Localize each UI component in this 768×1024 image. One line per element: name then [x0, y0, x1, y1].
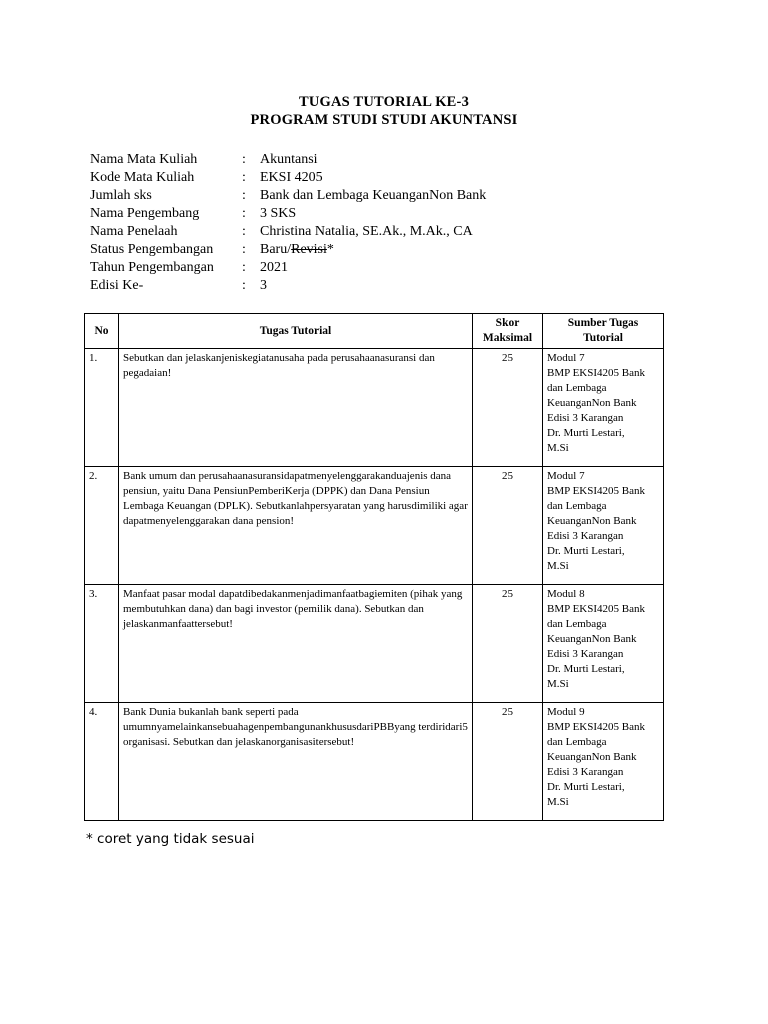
course-info [90, 151, 486, 295]
source-line: Edisi 3 Karangan [547, 412, 624, 424]
header-source [543, 314, 664, 349]
info-label: Jumlah sks [90, 188, 152, 203]
cell-source [543, 349, 664, 467]
source-line: BMP EKSI4205 Bank [547, 721, 645, 733]
source-line: Edisi 3 Karangan [547, 648, 624, 660]
info-row [90, 151, 486, 169]
source-line: Modul 8 [547, 588, 585, 600]
info-value: 3 SKS [260, 206, 297, 221]
source-line: KeuanganNon Bank [547, 633, 637, 645]
info-colon: : [242, 170, 246, 185]
header-source-line1: Sumber Tugas [567, 317, 639, 329]
cell-score: 25 [473, 467, 543, 585]
source-line: Dr. Murti Lestari, [547, 663, 625, 675]
source-line: dan Lembaga [547, 500, 607, 512]
cell-task: Bank Dunia bukanlah bank seperti pada umumnyamelainkansebuahagenpembangunankhususdariPBByang terdiridari5 organisasi. Sebutkan dan jelaskanorganisasitersebut! [119, 703, 473, 821]
source-line: M.Si [547, 560, 569, 572]
table-header-row [85, 314, 664, 349]
info-label: Nama Penelaah [90, 224, 178, 239]
cell-task: Bank umum dan perusahaanasuransidapatmenyelenggarakanduajenis dana pensiun, yaitu Dana PensiunPemberiKerja (DPPK) dan Dana Pensiun Lembaga Keuangan (DPLK). Sebutkanlahpersyaratan yang harusdimiliki agar dapatmenyelenggarakan dana pension! [119, 467, 473, 585]
info-colon: : [242, 152, 246, 167]
info-value-status [260, 241, 334, 259]
table-row [85, 703, 664, 821]
info-colon: : [242, 206, 246, 221]
source-line: Edisi 3 Karangan [547, 766, 624, 778]
info-value: 2021 [260, 260, 288, 275]
header-task: Tugas Tutorial [119, 314, 473, 349]
info-value: Christina Natalia, SE.Ak., M.Ak., CA [260, 224, 473, 239]
tutorial-task-table [84, 313, 664, 821]
cell-no: 1. [85, 349, 119, 467]
page-title: TUGAS TUTORIAL KE-3 [298, 94, 470, 110]
source-line: M.Si [547, 678, 569, 690]
info-value: EKSI 4205 [260, 170, 323, 185]
source-line: dan Lembaga [547, 736, 607, 748]
table-row [85, 585, 664, 703]
info-label: Status Pengembangan [90, 242, 214, 257]
info-row [90, 259, 486, 277]
info-label: Edisi Ke- [90, 278, 144, 293]
info-row [90, 277, 486, 295]
info-colon: : [242, 242, 246, 257]
source-line: Edisi 3 Karangan [547, 530, 624, 542]
cell-source [543, 585, 664, 703]
info-colon: : [242, 278, 246, 293]
status-baru: Baru/ [260, 242, 292, 257]
header-source-line2: Tutorial [583, 332, 623, 344]
info-colon: : [242, 188, 246, 203]
info-label: Nama Pengembang [90, 206, 200, 221]
info-colon: : [242, 224, 246, 239]
cell-score: 25 [473, 585, 543, 703]
source-line: Dr. Murti Lestari, [547, 427, 625, 439]
source-line: Modul 7 [547, 352, 585, 364]
info-row [90, 223, 486, 241]
header-score [473, 314, 543, 349]
source-line: M.Si [547, 796, 569, 808]
cell-task: Manfaat pasar modal dapatdibedakanmenjadimanfaatbagiemiten (pihak yang membutuhkan dana) dan bagi investor (pemilik dana). Sebutkan dan jelaskanmanfaattersebut! [119, 585, 473, 703]
header-no: No [85, 314, 119, 349]
source-line: Dr. Murti Lestari, [547, 781, 625, 793]
info-row [90, 169, 486, 187]
source-line: dan Lembaga [547, 382, 607, 394]
info-value: 3 [260, 278, 267, 293]
page-subtitle: PROGRAM STUDI STUDI AKUNTANSI [250, 112, 518, 128]
info-value: Akuntansi [260, 152, 318, 167]
status-revisi-struck: Revisi [291, 242, 327, 257]
info-colon: : [242, 260, 246, 275]
source-line: Dr. Murti Lestari, [547, 545, 625, 557]
cell-source [543, 703, 664, 821]
header-score-line2: Maksimal [482, 332, 533, 344]
source-line: BMP EKSI4205 Bank [547, 367, 645, 379]
source-line: BMP EKSI4205 Bank [547, 485, 645, 497]
info-label: Tahun Pengembangan [90, 260, 214, 275]
source-line: Modul 9 [547, 706, 585, 718]
page-header [0, 93, 768, 129]
table-row [85, 349, 664, 467]
info-value: Bank dan Lembaga KeuanganNon Bank [260, 188, 487, 203]
cell-source [543, 467, 664, 585]
source-line: Modul 7 [547, 470, 585, 482]
cell-score: 25 [473, 703, 543, 821]
info-row [90, 241, 486, 259]
info-row [90, 187, 486, 205]
table-row [85, 467, 664, 585]
cell-no: 3. [85, 585, 119, 703]
info-label: Kode Mata Kuliah [90, 170, 195, 185]
source-line: KeuanganNon Bank [547, 751, 637, 763]
cell-no: 2. [85, 467, 119, 585]
source-line: dan Lembaga [547, 618, 607, 630]
source-line: KeuanganNon Bank [547, 515, 637, 527]
source-line: KeuanganNon Bank [547, 397, 637, 409]
source-line: BMP EKSI4205 Bank [547, 603, 645, 615]
info-label: Nama Mata Kuliah [90, 152, 198, 167]
footnote: * coret yang tidak sesuai [86, 831, 255, 847]
header-score-line1: Skor [495, 317, 520, 329]
cell-task: Sebutkan dan jelaskanjeniskegiatanusaha pada perusahaanasuransi dan pegadaian! [119, 349, 473, 467]
info-row [90, 205, 486, 223]
source-line: M.Si [547, 442, 569, 454]
cell-score: 25 [473, 349, 543, 467]
cell-no: 4. [85, 703, 119, 821]
status-asterisk: * [326, 242, 334, 257]
